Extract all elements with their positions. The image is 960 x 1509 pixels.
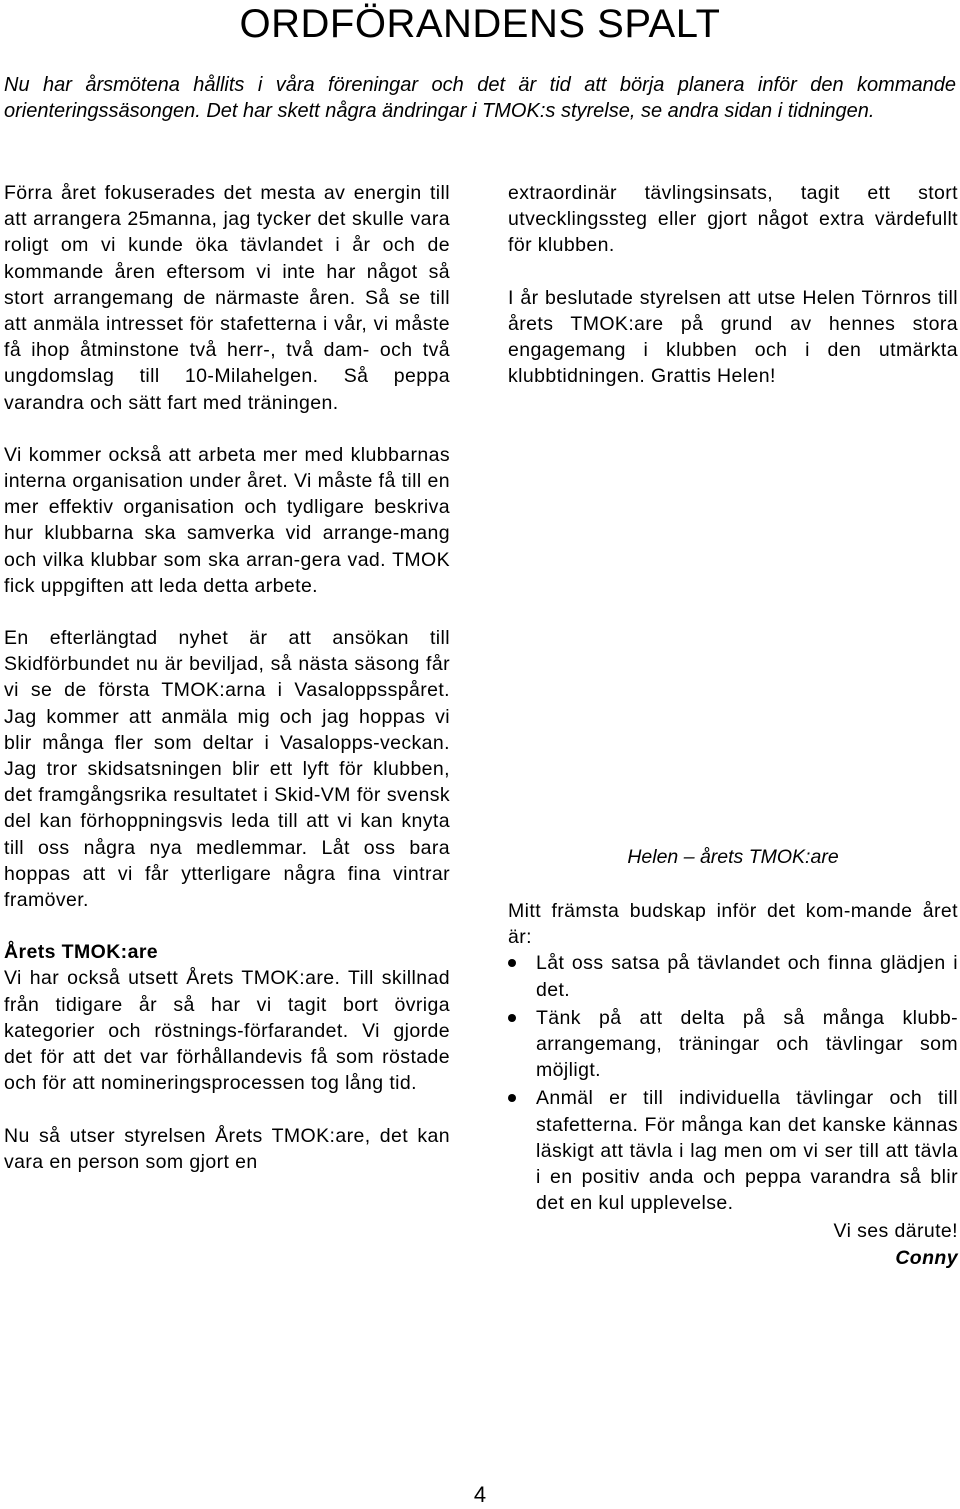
main-message	[508, 898, 958, 1271]
page-title: ORDFÖRANDENS SPALT	[239, 2, 721, 46]
left-paragraph-5: Nu så utser styrelsen Årets TMOK:are, det kan vara en person som gjort en	[4, 1124, 450, 1173]
intro-text: Nu har årsmötena hållits i våra föreningar och det är tid att börja planera inför den kommande orienteringssäsongen. Det har skett några ändringar i TMOK:s styrelse, se andra sidan i tidningen.	[4, 74, 956, 122]
left-paragraph-1: Förra året fokuserades det mesta av energin till att arrangera 25manna, jag tycker det skulle vara roligt om vi kunde öka tävlandet i år och de kommande åren eftersom vi inte har något så stort arrangemang de närmaste åren. Så se till att anmäla intresset för stafetterna i vår, vi måste få ihop åtminstone två herr-, två dam- och två ungdomslag till 10-Milahelgen. Så peppa varandra och sätt fart med träningen.	[4, 182, 450, 414]
page-number: 4	[473, 1482, 487, 1507]
left-paragraph-3: En efterlängtad nyhet är att ansökan till Skidförbundet nu är beviljad, så nästa säsong får vi se de första TMOK:arna i Vasaloppsspåret. Jag kommer att anmäla mig och jag hoppas vi blir många fler som deltar i Vasalopps-veckan. Jag tror skidsatsningen blir ett lyft för klubben, det framgångsrika resultatet i Skid-VM för svensk del kan förhoppningsvis leda till att vi kan knyta till oss några nya medlemmar. Låt oss bara hoppas att vi får ytterligare några fina vintrar framöver.	[4, 627, 450, 912]
right-column	[508, 180, 958, 415]
section-body-arets-tmokare: Vi har också utsett Årets TMOK:are. Till skillnad från tidigare år så har vi tagit bort övriga kategorier och röstnings-förfarandet. Vi gjorde det för att det var förhållandevis få som röstade och för att nomineringsprocessen tog lång tid.	[4, 967, 450, 1095]
photo-caption: Helen – årets TMOK:are	[627, 846, 839, 868]
list-item	[508, 1085, 958, 1216]
signoff-text: Vi ses därute!	[833, 1220, 958, 1243]
left-column	[4, 180, 450, 1201]
right-paragraph-1: extraordinär tävlingsinsats, tagit ett stort utvecklingssteg eller gjort något extra värdefullt för klubben.	[508, 182, 958, 257]
bullet-text-1: Låt oss satsa på tävlandet och finna glädjen i det.	[536, 952, 958, 1001]
right-paragraph-2: I år beslutade styrelsen att utse Helen Törnros till årets TMOK:are på grund av hennes stora engagemang i klubben och i den utmärkta klubbtidningen. Grattis Helen!	[508, 286, 958, 388]
message-lead: Mitt främsta budskap inför det kom-mande året är:	[508, 900, 958, 949]
bullet-icon	[508, 1014, 516, 1022]
message-bullet-list	[508, 950, 958, 1216]
bullet-icon	[508, 1094, 516, 1102]
section-heading-arets-tmokare: Årets TMOK:are	[4, 941, 159, 964]
list-item	[508, 950, 958, 1002]
signature: Conny	[895, 1246, 958, 1269]
list-item	[508, 1005, 958, 1084]
bullet-icon	[508, 959, 516, 967]
bullet-text-2: Tänk på att delta på så många klubb-arrangemang, träningar och tävlingar som möjligt.	[536, 1006, 958, 1082]
bullet-text-3: Anmäl er till individuella tävlingar och till stafetterna. För många kan det kanske kännas läskigt att tävla i lag men om vi ser till att tävla i en positiv anda och peppa varandra så blir det en kul upplevelse.	[536, 1087, 958, 1215]
left-paragraph-2: Vi kommer också att arbeta mer med klubbarnas interna organisation under året. Vi måste få till en mer effektiv organisation och tydligare beskriva hur klubbarna ska samverka vid arrange-mang och vilka klubbar som ska arran-gera vad. TMOK fick uppgiften att leda detta arbete.	[4, 443, 450, 597]
left-paragraph-4	[4, 939, 450, 1096]
